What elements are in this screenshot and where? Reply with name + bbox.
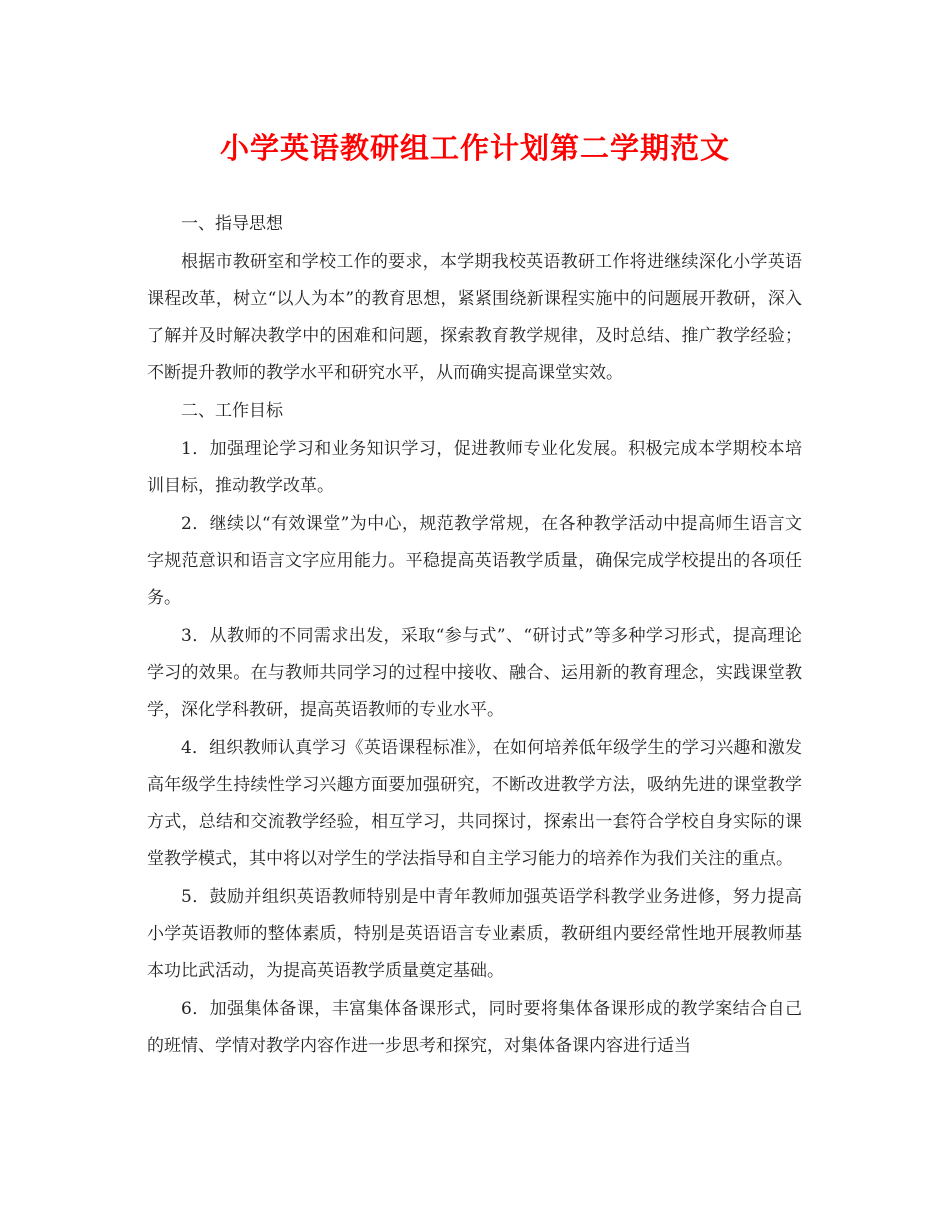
goal-item-5: 5．鼓励并组织英语教师特别是中青年教师加强英语学科教学业务进修，努力提高小学英语教师的整体素质，特别是英语语言专业素质，教研组内要经常性地开展教师基本功比武活动，为提高英语教学质量奠定基础。	[147, 887, 802, 981]
document-body	[147, 206, 802, 1066]
goal-item-1: 1．加强理论学习和业务知识学习，促进教师专业化发展。积极完成本学期校本培训目标，推动教学改革。	[147, 439, 802, 496]
goal-item-4: 4．组织教师认真学习《英语课程标准》，在如何培养低年级学生的学习兴趣和激发高年级学生持续性学习兴趣方面要加强研究，不断改进教学方法，吸纳先进的课堂教学方式，总结和交流教学经验，相互学习，共同探讨，探索出一套符合学校自身实际的课堂教学模式，其中将以对学生的学法指导和自主学习能力的培养作为我们关注的重点。	[147, 738, 802, 869]
document-title: 小学英语教研组工作计划第二学期范文	[219, 131, 730, 165]
goal-item-6: 6．加强集体备课，丰富集体备课形式，同时要将集体备课形成的教学案结合自己的班情、学情对教学内容作进一步思考和探究，对集体备课内容进行适当	[147, 999, 802, 1056]
goal-item-2: 2．继续以“有效课堂”为中心，规范教学常规，在各种教学活动中提高师生语言文字规范意识和语言文字应用能力。平稳提高英语教学质量，确保完成学校提出的各项任务。	[147, 514, 802, 608]
paragraph-guiding-ideology: 根据市教研室和学校工作的要求，本学期我校英语教研工作将进继续深化小学英语课程改革，树立“以人为本”的教育思想，紧紧围绕新课程实施中的问题展开教研，深入了解并及时解决教学中的困难和问题，探索教育教学规律，及时总结、推广教学经验；不断提升教师的教学水平和研究水平，从而确实提高课堂实效。	[147, 252, 802, 383]
section-heading-work-goals: 二、工作目标	[181, 401, 283, 421]
goal-item-3: 3．从教师的不同需求出发，采取“参与式”、“研讨式”等多种学习形式，提高理论学习的效果。在与教师共同学习的过程中接收、融合、运用新的教育理念，实践课堂教学，深化学科教研，提高英语教师的专业水平。	[147, 626, 802, 720]
section-heading-guiding-ideology: 一、指导思想	[181, 214, 283, 234]
